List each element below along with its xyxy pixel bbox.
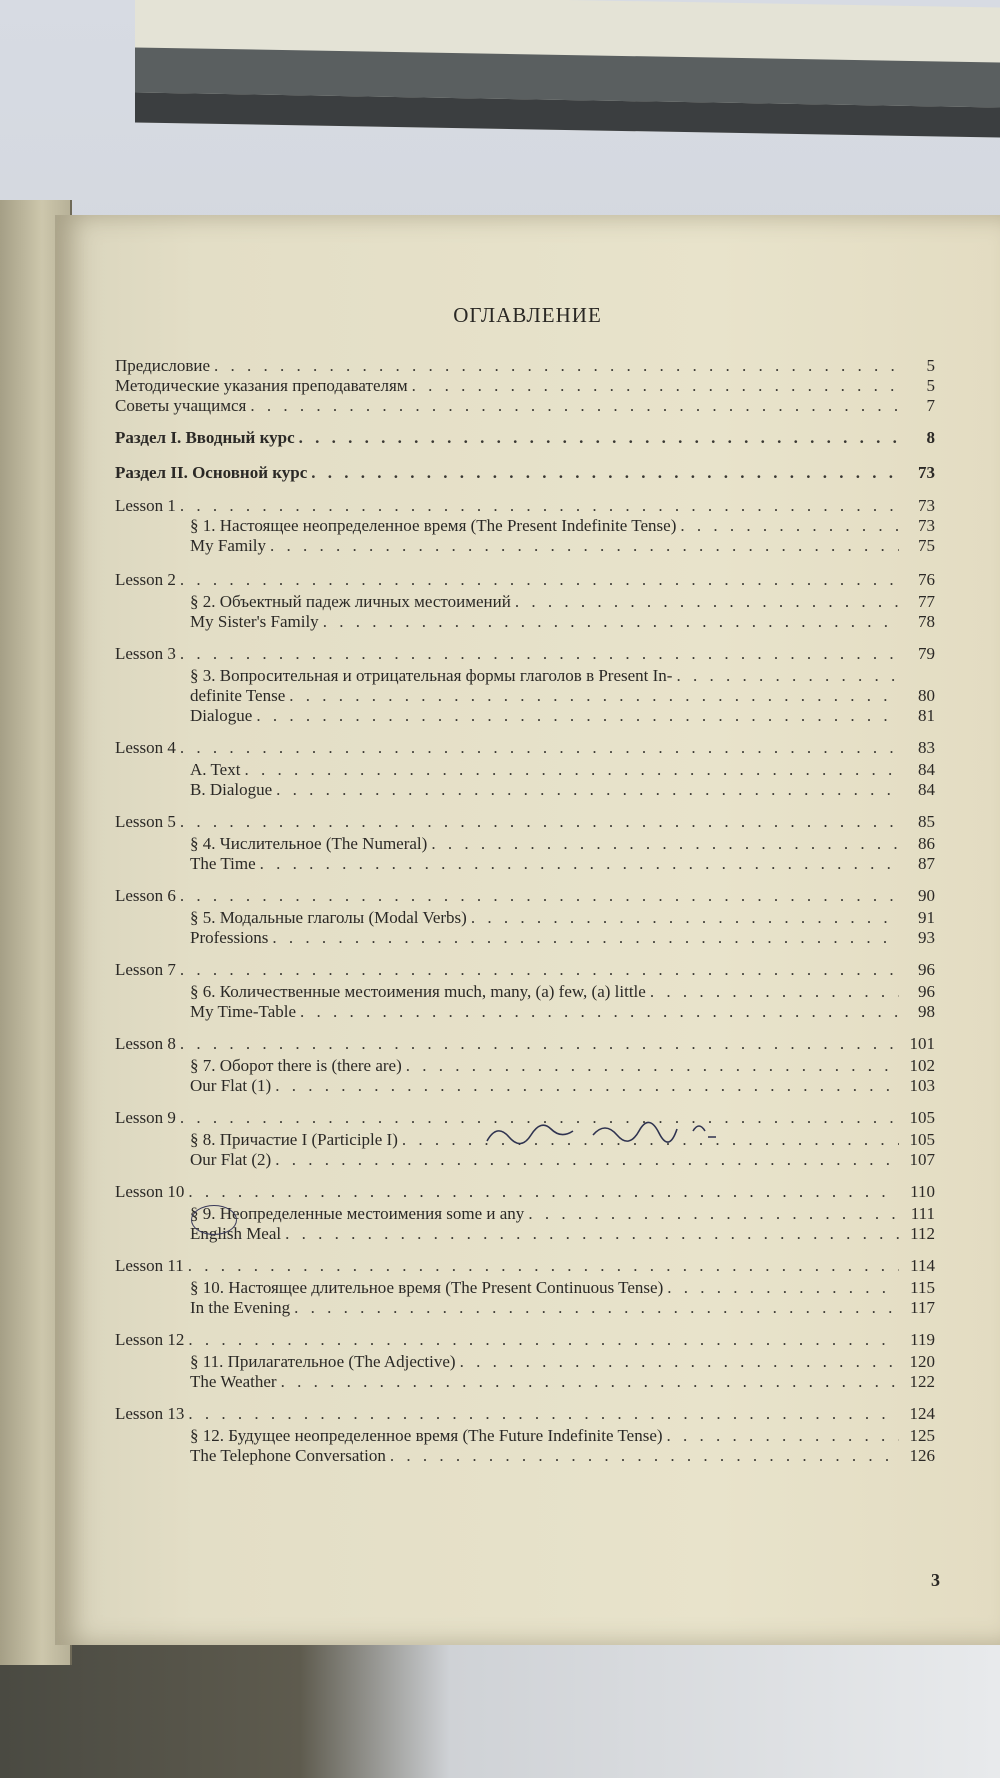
toc-entry-page: 96 bbox=[918, 982, 935, 1001]
toc-entry bbox=[115, 427, 935, 449]
toc-entry-label: Lesson 9 bbox=[115, 1108, 176, 1127]
toc-entry-label: Советы учащимся bbox=[115, 396, 247, 415]
toc-entry-page: 87 bbox=[918, 854, 935, 873]
toc-leader-dots bbox=[272, 927, 899, 949]
toc-entry-label: Our Flat (1) bbox=[190, 1076, 272, 1095]
floor bbox=[0, 1640, 1000, 1778]
toc-entry-page: 98 bbox=[918, 1002, 935, 1021]
toc-entry bbox=[115, 811, 935, 833]
toc-leader-dots bbox=[528, 1203, 899, 1225]
toc-entry-page bbox=[899, 665, 935, 687]
toc-entry-label: The Weather bbox=[190, 1372, 277, 1391]
toc-entry-label: Lesson 11 bbox=[115, 1256, 184, 1275]
toc-entry-label: In the Evening bbox=[190, 1298, 291, 1317]
toc-entry-page: 105 bbox=[909, 1108, 935, 1127]
toc-entry-label: Lesson 2 bbox=[115, 570, 176, 589]
toc-entry-page: 101 bbox=[909, 1034, 935, 1053]
toc-leader-dots bbox=[680, 515, 899, 537]
toc-entry-page: 7 bbox=[926, 396, 935, 415]
toc-entry-page: 103 bbox=[909, 1076, 935, 1095]
toc-entry bbox=[115, 1033, 935, 1055]
toc-entry-page: 120 bbox=[909, 1352, 935, 1371]
toc-leader-dots bbox=[311, 462, 899, 484]
toc-entry bbox=[115, 959, 935, 981]
toc-entry-label: § 11. Прилагательное (The Adjective) bbox=[190, 1352, 456, 1371]
toc-entry bbox=[115, 495, 935, 517]
toc-entry-page: 119 bbox=[910, 1330, 935, 1349]
toc-leader-dots bbox=[667, 1277, 899, 1299]
toc-entry bbox=[115, 569, 935, 591]
toc-entry-label: § 6. Количественные местоимения much, many, (a) few, (a) little bbox=[190, 982, 646, 1001]
toc-leader-dots bbox=[275, 1075, 899, 1097]
toc-entry-label: Our Flat (2) bbox=[190, 1150, 272, 1169]
toc-leader-dots bbox=[667, 1425, 899, 1447]
toc-entry-label: Lesson 5 bbox=[115, 812, 176, 831]
toc-leader-dots bbox=[289, 685, 899, 707]
toc-leader-dots bbox=[180, 643, 899, 665]
toc-entry-label: § 8. Причастие I (Participle I) bbox=[190, 1130, 398, 1149]
toc-entry-label: Lesson 13 bbox=[115, 1404, 185, 1423]
toc-leader-dots bbox=[180, 495, 899, 517]
handwritten-note bbox=[483, 1113, 723, 1153]
toc-entry-page: 93 bbox=[918, 928, 935, 947]
toc-entry-label: definite Tense bbox=[190, 686, 286, 705]
toc-entry bbox=[190, 1277, 935, 1299]
toc-entry-page: 76 bbox=[918, 570, 935, 589]
toc-leader-dots bbox=[244, 759, 899, 781]
toc-entry-label: § 12. Будущее неопределенное время (The Future Indefinite Tense) bbox=[190, 1426, 663, 1445]
toc-entry bbox=[190, 665, 935, 687]
toc-leader-dots bbox=[431, 833, 899, 855]
toc-leader-dots bbox=[515, 591, 899, 613]
toc-entry-label: My Family bbox=[190, 536, 267, 555]
toc-entry-label: § 3. Вопросительная и отрицательная формы глаголов в Present In- bbox=[190, 666, 673, 685]
toc-entry bbox=[115, 1255, 935, 1277]
toc-entry-page: 114 bbox=[910, 1256, 935, 1275]
toc-entry-label: § 1. Настоящее неопределенное время (The Present Indefinite Tense) bbox=[190, 516, 677, 535]
toc-leader-dots bbox=[180, 959, 899, 981]
toc-entry-label: Dialogue bbox=[190, 706, 253, 725]
page-number: 3 bbox=[931, 1570, 940, 1590]
toc-entry-label: § 2. Объектный падеж личных местоимений bbox=[190, 592, 511, 611]
toc-entry-page: 102 bbox=[909, 1056, 935, 1075]
toc-leader-dots bbox=[676, 665, 899, 687]
toc-entry bbox=[190, 1425, 935, 1447]
toc-entry bbox=[115, 885, 935, 907]
toc-entry bbox=[115, 375, 935, 397]
toc-leader-dots bbox=[188, 1181, 899, 1203]
toc-entry bbox=[190, 535, 935, 557]
toc-leader-dots bbox=[323, 611, 899, 633]
toc-entry-label: § 10. Настоящее длительное время (The Present Continuous Tense) bbox=[190, 1278, 664, 1297]
toc-entry-label: Lesson 1 bbox=[115, 496, 176, 515]
toc-leader-dots bbox=[188, 1403, 899, 1425]
toc-entry-label: Lesson 4 bbox=[115, 738, 176, 757]
toc-entry-page: 122 bbox=[909, 1372, 935, 1391]
page-title: ОГЛАВЛЕНИЕ bbox=[453, 303, 602, 327]
toc-entry-label: The Time bbox=[190, 854, 256, 873]
toc-entry-page: 117 bbox=[910, 1298, 935, 1317]
toc-leader-dots bbox=[294, 1297, 899, 1319]
toc-entry bbox=[190, 1001, 935, 1023]
toc-entry-page: 115 bbox=[910, 1278, 935, 1297]
toc-entry-label: Lesson 8 bbox=[115, 1034, 176, 1053]
toc-leader-dots bbox=[188, 1329, 899, 1351]
toc-leader-dots bbox=[460, 1351, 899, 1373]
book-page bbox=[55, 215, 1000, 1645]
toc-leader-dots bbox=[650, 981, 899, 1003]
toc-entry bbox=[190, 833, 935, 855]
toc-leader-dots bbox=[180, 811, 899, 833]
toc-entry-label: Lesson 6 bbox=[115, 886, 176, 905]
top-book bbox=[135, 0, 1000, 138]
toc-leader-dots bbox=[285, 1223, 899, 1245]
toc-leader-dots bbox=[276, 779, 899, 801]
top-book-cover bbox=[135, 47, 1000, 107]
toc-entry-page: 125 bbox=[909, 1426, 935, 1445]
toc-entry bbox=[190, 1055, 935, 1077]
toc-entry bbox=[190, 1371, 935, 1393]
toc-entry-page: 73 bbox=[918, 516, 935, 535]
toc-entry-label: § 5. Модальные глаголы (Modal Verbs) bbox=[190, 908, 467, 927]
toc-entry-page: 107 bbox=[909, 1150, 935, 1169]
toc-entry-label: A. Text bbox=[190, 760, 241, 779]
toc-entry bbox=[190, 981, 935, 1003]
toc-entry-label: Lesson 10 bbox=[115, 1182, 185, 1201]
toc-entry bbox=[190, 927, 935, 949]
toc-entry-page: 112 bbox=[910, 1224, 935, 1243]
toc-entry-page: 90 bbox=[918, 886, 935, 905]
pen-circle-mark bbox=[191, 1205, 237, 1235]
toc-entry-page: 85 bbox=[918, 812, 935, 831]
toc-leader-dots bbox=[180, 737, 899, 759]
toc-leader-dots bbox=[188, 1255, 899, 1277]
toc-entry-label: Предисловие bbox=[115, 356, 211, 375]
toc-entry bbox=[190, 591, 935, 613]
toc-entry-page: 110 bbox=[910, 1182, 935, 1201]
toc-entry bbox=[190, 779, 935, 801]
toc-leader-dots bbox=[299, 427, 899, 449]
toc-leader-dots bbox=[270, 535, 899, 557]
toc-entry-page: 96 bbox=[918, 960, 935, 979]
toc-entry bbox=[190, 1445, 935, 1467]
toc-entry-label: § 4. Числительное (The Numeral) bbox=[190, 834, 428, 853]
toc-entry-page: 78 bbox=[918, 612, 935, 631]
toc-entry-label: My Sister's Family bbox=[190, 612, 319, 631]
toc-entry-label: § 7. Оборот there is (there are) bbox=[190, 1056, 402, 1075]
toc-entry-label: The Telephone Conversation bbox=[190, 1446, 386, 1465]
toc-entry-page: 75 bbox=[918, 536, 935, 555]
toc-entry bbox=[190, 705, 935, 727]
toc-entry-label: English Meal bbox=[190, 1224, 282, 1243]
toc-entry-page: 8 bbox=[926, 428, 935, 447]
toc-entry-page: 73 bbox=[918, 496, 935, 515]
toc-entry bbox=[115, 737, 935, 759]
toc-entry-page: 105 bbox=[909, 1130, 935, 1149]
toc-entry bbox=[190, 1223, 935, 1245]
toc-entry bbox=[190, 1203, 935, 1225]
toc-entry-label: Professions bbox=[190, 928, 269, 947]
toc-entry-label: Lesson 3 bbox=[115, 644, 176, 663]
toc-entry-label: § 9. Неопределенные местоимения some и any bbox=[190, 1204, 525, 1223]
toc-entry bbox=[115, 643, 935, 665]
toc-leader-dots bbox=[406, 1055, 899, 1077]
toc-entry-page: 86 bbox=[918, 834, 935, 853]
toc-entry-page: 84 bbox=[918, 780, 935, 799]
toc-entry bbox=[115, 462, 935, 484]
toc-entry-page: 5 bbox=[926, 356, 935, 375]
toc-entry bbox=[190, 685, 935, 707]
toc-entry bbox=[190, 1297, 935, 1319]
toc-leader-dots bbox=[471, 907, 899, 929]
toc-leader-dots bbox=[180, 885, 899, 907]
toc-entry-page: 126 bbox=[909, 1446, 935, 1465]
toc-leader-dots bbox=[390, 1445, 899, 1467]
toc-entry bbox=[190, 907, 935, 929]
toc-entry-label: My Time-Table bbox=[190, 1002, 297, 1021]
toc-entry-page: 91 bbox=[918, 908, 935, 927]
toc-entry bbox=[190, 853, 935, 875]
toc-entry-page: 84 bbox=[918, 760, 935, 779]
toc-entry-label: Раздел II. Основной курс bbox=[115, 463, 308, 482]
toc-entry-label: Lesson 7 bbox=[115, 960, 176, 979]
toc-entry bbox=[115, 1181, 935, 1203]
toc-leader-dots bbox=[180, 1033, 899, 1055]
toc-entry-label: B. Dialogue bbox=[190, 780, 273, 799]
toc-entry-page: 81 bbox=[918, 706, 935, 725]
toc-entry bbox=[190, 1075, 935, 1097]
toc-leader-dots bbox=[412, 375, 899, 397]
toc-entry-page: 83 bbox=[918, 738, 935, 757]
toc-entry bbox=[115, 1329, 935, 1351]
toc-leader-dots bbox=[260, 853, 899, 875]
toc-leader-dots bbox=[256, 705, 899, 727]
toc-entry bbox=[115, 1403, 935, 1425]
toc-entry-label: Методические указания преподавателям bbox=[115, 376, 408, 395]
toc-entry bbox=[190, 515, 935, 537]
toc-entry-page: 80 bbox=[918, 686, 935, 705]
toc-entry bbox=[115, 395, 935, 417]
toc-entry bbox=[115, 355, 935, 377]
toc-entry-label: Раздел I. Вводный курс bbox=[115, 428, 295, 447]
toc-entry-page: 79 bbox=[918, 644, 935, 663]
toc-entry-label: Lesson 12 bbox=[115, 1330, 185, 1349]
toc-leader-dots bbox=[300, 1001, 899, 1023]
toc-leader-dots bbox=[281, 1371, 899, 1393]
toc-entry-page: 73 bbox=[918, 463, 935, 482]
toc-leader-dots bbox=[250, 395, 899, 417]
toc-leader-dots bbox=[180, 569, 899, 591]
toc-entry bbox=[190, 759, 935, 781]
toc-entry-page: 77 bbox=[918, 592, 935, 611]
toc-entry-page: 5 bbox=[926, 376, 935, 395]
toc-entry-page: 124 bbox=[909, 1404, 935, 1423]
toc-leader-dots bbox=[214, 355, 899, 377]
toc-entry-page: 111 bbox=[910, 1204, 935, 1223]
toc-entry bbox=[190, 611, 935, 633]
toc-entry bbox=[190, 1351, 935, 1373]
